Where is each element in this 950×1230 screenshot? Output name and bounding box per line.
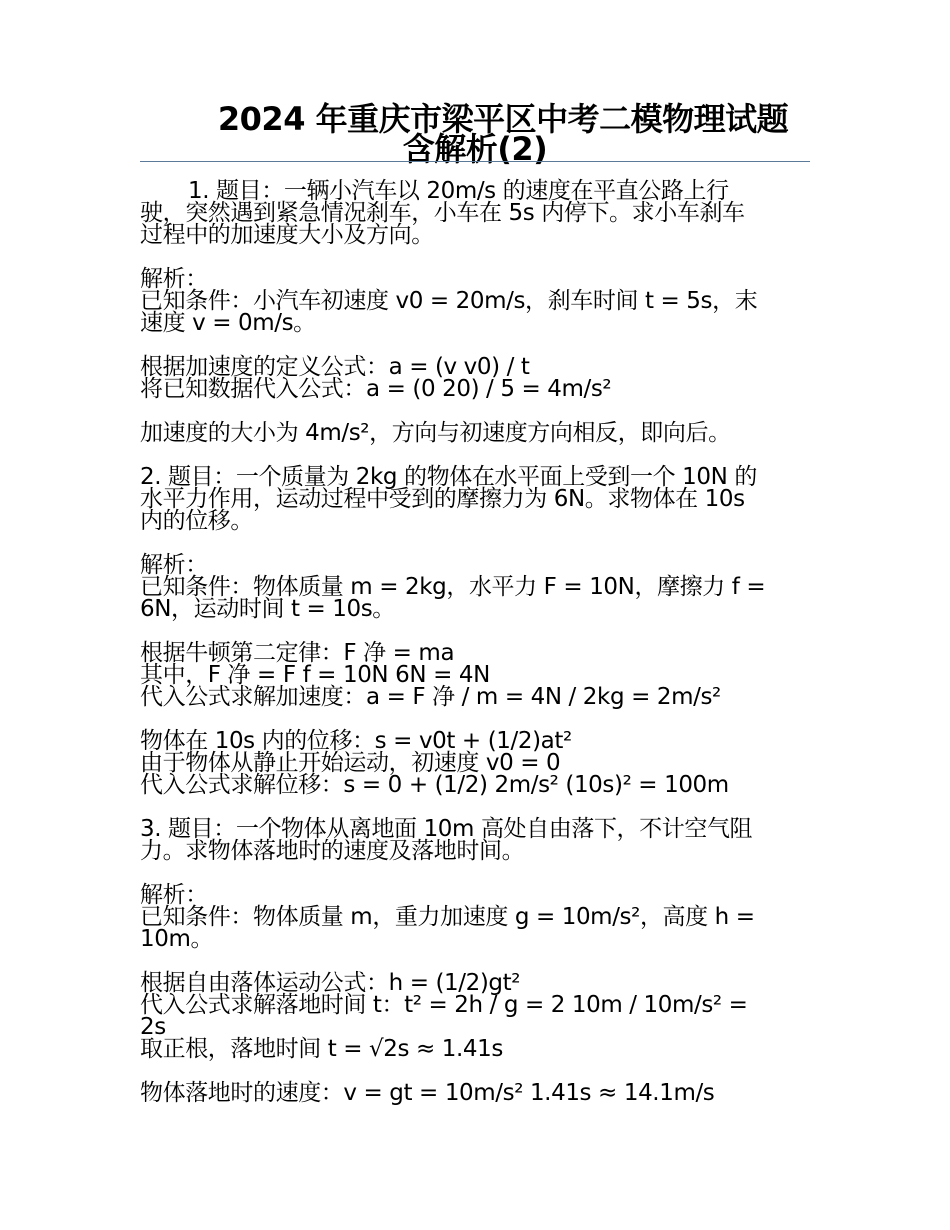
q2-question	[140, 466, 810, 532]
text-line: 10m。	[140, 926, 214, 952]
q2-known	[140, 554, 810, 620]
text-line: 由于物体从静止开始运动，初速度 v0 = 0	[140, 750, 561, 776]
text-line: 内的位移。	[140, 508, 254, 534]
text-line: 已知条件：小汽车初速度 v0 = 20m/s，刹车时间 t = 5s，末	[140, 288, 758, 314]
text-line: 加速度的大小为 4m/s²，方向与初速度方向相反，即向后。	[140, 420, 731, 446]
title-line-2: 含解析(2)	[402, 130, 548, 168]
text-line: 2. 题目：一个质量为 2kg 的物体在水平面上受到一个 10N 的	[140, 464, 757, 490]
text-line: 速度 v = 0m/s。	[140, 310, 316, 336]
q3-known	[140, 884, 810, 950]
q3-time	[140, 972, 810, 1060]
q2-displacement	[140, 730, 810, 796]
q2-newton	[140, 642, 810, 708]
text-line: 根据自由落体运动公式：h = (1/2)gt²	[140, 970, 521, 996]
document-title	[140, 100, 810, 168]
text-line: 已知条件：物体质量 m，重力加速度 g = 10m/s²，高度 h =	[140, 904, 755, 930]
text-line: 代入公式求解落地时间 t：t² = 2h / g = 2 10m / 10m/s² =	[140, 992, 748, 1018]
text-line: 已知条件：物体质量 m = 2kg，水平力 F = 10N，摩擦力 f =	[140, 574, 766, 600]
text-line: 根据牛顿第二定律：F 净 = ma	[140, 640, 455, 666]
text-line: 解析：	[140, 552, 208, 578]
q1-answer	[140, 422, 810, 444]
q3-velocity	[140, 1082, 810, 1104]
q1-formula	[140, 356, 810, 400]
text-line: 解析：	[140, 882, 208, 908]
title-divider	[140, 161, 810, 162]
text-line: 过程中的加速度大小及方向。	[140, 222, 434, 248]
text-line: 解析：	[140, 266, 208, 292]
text-line: 6N，运动时间 t = 10s。	[140, 596, 395, 622]
text-line: 物体落地时的速度：v = gt = 10m/s² 1.41s ≈ 14.1m/s	[140, 1080, 715, 1106]
document-body	[140, 180, 810, 1126]
text-line: 物体在 10s 内的位移：s = v0t + (1/2)at²	[140, 728, 572, 754]
title-line-1: 2024 年重庆市梁平区中考二模物理试题	[217, 100, 789, 138]
text-line: 将已知数据代入公式：a = (0 20) / 5 = 4m/s²	[140, 376, 612, 402]
text-line: 水平力作用，运动过程中受到的摩擦力为 6N。求物体在 10s	[140, 486, 745, 512]
q3-question	[140, 818, 810, 862]
text-line: 驶，突然遇到紧急情况刹车，小车在 5s 内停下。求小车刹车	[140, 200, 745, 226]
q1-question	[140, 180, 810, 246]
text-line: 代入公式求解加速度：a = F 净 / m = 4N / 2kg = 2m/s²	[140, 684, 721, 710]
text-line: 代入公式求解位移：s = 0 + (1/2) 2m/s² (10s)² = 100m	[140, 772, 729, 798]
text-line: 力。求物体落地时的速度及落地时间。	[140, 838, 525, 864]
text-line: 取正根，落地时间 t = √2s ≈ 1.41s	[140, 1036, 503, 1062]
text-line: 1. 题目：一辆小汽车以 20m/s 的速度在平直公路上行	[188, 178, 729, 204]
text-line: 根据加速度的定义公式：a = (v v0) / t	[140, 354, 530, 380]
text-line: 2s	[140, 1014, 166, 1040]
q1-known	[140, 268, 810, 334]
text-line: 其中，F 净 = F f = 10N 6N = 4N	[140, 662, 490, 688]
text-line: 3. 题目：一个物体从离地面 10m 高处自由落下，不计空气阻	[140, 816, 753, 842]
